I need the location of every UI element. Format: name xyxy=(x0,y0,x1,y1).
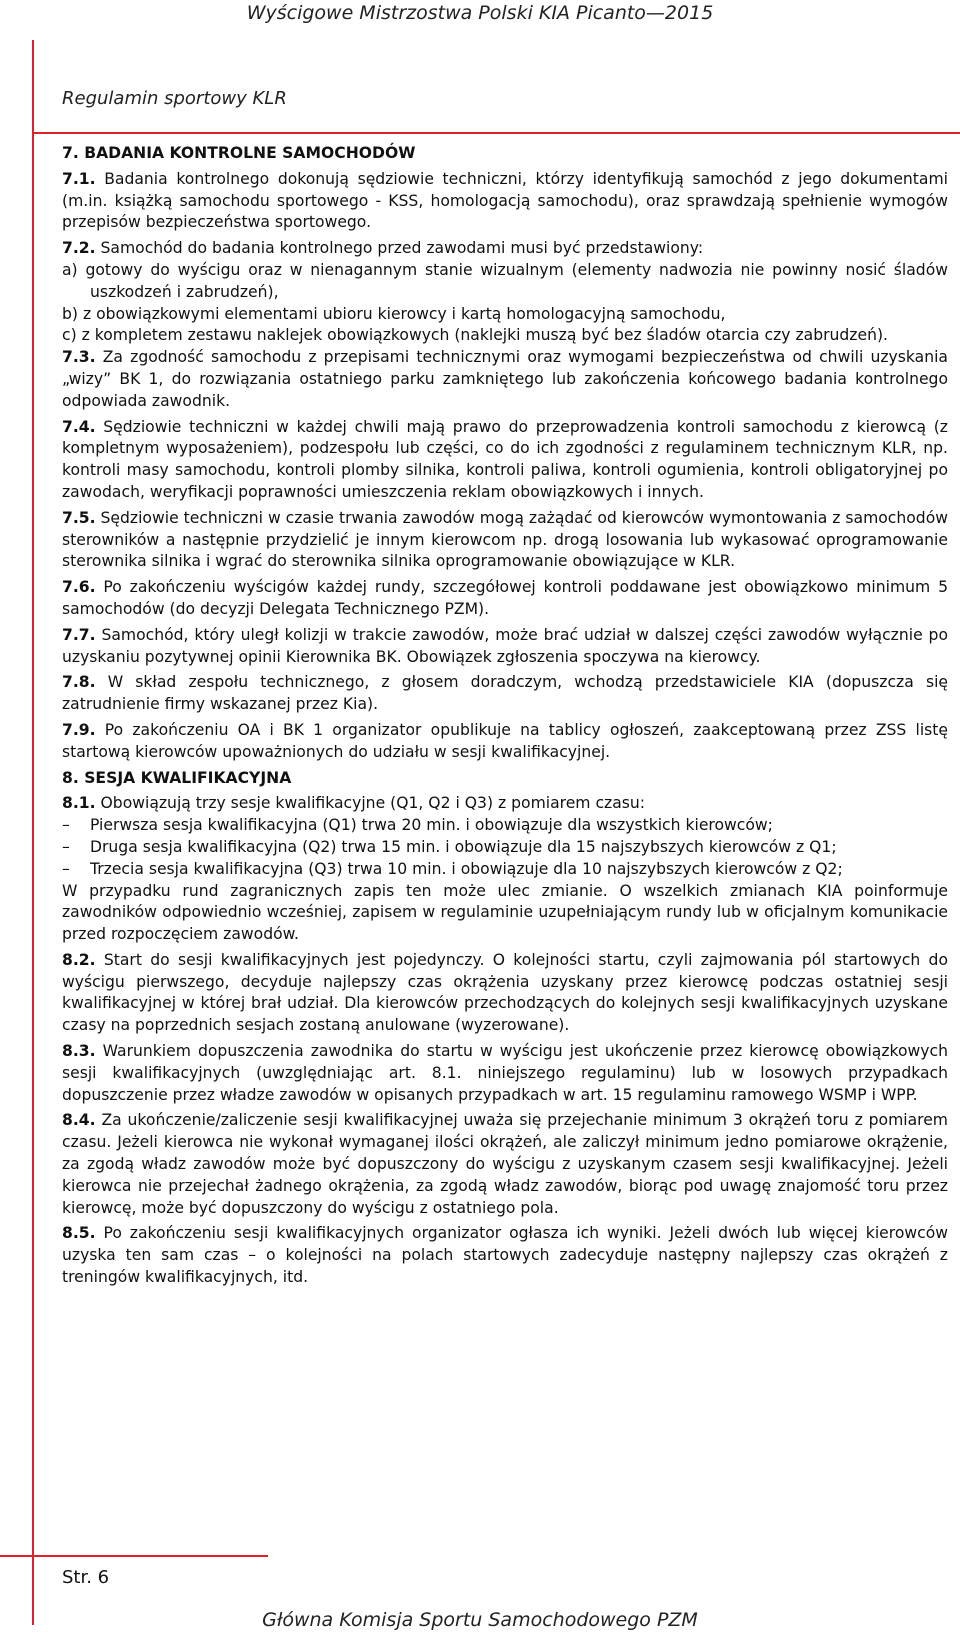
paragraph-8-5 xyxy=(62,1223,948,1288)
footer-divider xyxy=(0,1555,268,1557)
paragraph-7-2 xyxy=(62,238,948,260)
para-text: Sędziowie techniczni w każdej chwili mają prawo do przeprowadzenia kontroli samochodu z kierowcą (z kompletnym wyposażeniem), podzespołu lub części, co do ich zgodności z regulaminem technicznym KLR, np. kontroli masy samochodu, kontroli plomby silnika, kontroli paliwa, kontroli ogumienia, kontroli obligatoryjnej po zawodach, weryfikacji poprawności umieszczenia reklam obowiązkowych i innych. xyxy=(62,417,948,501)
dash-marker: – xyxy=(62,837,70,856)
para-text: Za ukończenie/zaliczenie sesji kwalifikacyjnej uważa się przejechanie minimum 3 okrążeń toru z pomiarem czasu. Jeżeli kierowca nie wykonał wymaganej ilości okrążeń, ale zaliczył minimum jedno pomiarowe okrążenie, za zgodą władz zawodów może być dopuszczony do wyścigu z uzyskanym czasem sesji kwalifikacyjnej. Jeżeli kierowca nie przejechał żadnego okrążenia, za zgodą władz zawodów, biorąc pod uwagę znajomość toru przez kierowcę, może być dopuszczony do wyścigu z ostatniego pola. xyxy=(62,1111,948,1217)
para-text: W skład zespołu technicznego, z głosem doradczym, wchodzą przedstawiciele KIA (dopuszcza się zatrudnienie firmy wskazanej przez Kia). xyxy=(62,673,948,714)
para-text: Po zakończeniu wyścigów każdej rundy, szczegółowej kontroli poddawane jest obowiązkowo minimum 5 samochodów (do decyzji Delegata Technicznego PZM). xyxy=(62,578,948,618)
paragraph-8-2 xyxy=(62,950,948,1037)
list-item-a: a) gotowy do wyścigu oraz w nienagannym stanie wizualnym (elementy nadwozia nie powinny nosić śladów uszkodzeń i zabrudzeń), xyxy=(62,260,948,301)
para-number: 7.8. xyxy=(62,673,96,692)
para-number: 8.5. xyxy=(62,1224,96,1243)
section-7-heading: 7. BADANIA KONTROLNE SAMOCHODÓW xyxy=(62,144,416,162)
list-item-b: b) z obowiązkowymi elementami ubioru kierowcy i kartą homologacyjną samochodu, xyxy=(62,304,726,323)
para-text: Badania kontrolnego dokonują sędziowie techniczni, którzy identyfikują samochód z jego dokumentami (m.in. książką samochodu sportowego - KSS, homologacją samochodu), oraz sprawdzają spełnienie wymogów przepisów bezpieczeństwa sportowego. xyxy=(62,169,948,232)
para-number: 7.7. xyxy=(62,625,96,644)
running-footer: Główna Komisja Sportu Samochodowego PZM xyxy=(262,1609,698,1631)
dash-item-text: Trzecia sesja kwalifikacyjna (Q3) trwa 10 min. i obowiązuje dla 10 najszybszych kierowców z Q2; xyxy=(90,859,843,878)
paragraph-8-4 xyxy=(62,1110,948,1219)
dash-item-text: Pierwsza sesja kwalifikacyjna (Q1) trwa 20 min. i obowiązuje dla wszystkich kierowców; xyxy=(90,816,773,835)
para-text: Po zakończeniu sesji kwalifikacyjnych organizator ogłasza ich wyniki. Jeżeli dwóch lub więcej kierowców uzyska ten sam czas – o kolejności na polach startowych zadecyduje następny najlepszy czas okrążeń z treningów kwalifikacyjnych, itd. xyxy=(62,1224,948,1287)
para-text: Obowiązują trzy sesje kwalifikacyjne (Q1, Q2 i Q3) z pomiarem czasu: xyxy=(95,794,646,813)
para-number: 7.9. xyxy=(62,720,96,739)
dash-item-q2 xyxy=(62,837,948,859)
dash-item-text: Druga sesja kwalifikacyjna (Q2) trwa 15 min. i obowiązuje dla 15 najszybszych kierowców z Q1; xyxy=(90,837,837,856)
page-body xyxy=(62,143,948,1293)
para-text: Start do sesji kwalifikacyjnych jest pojedynczy. O kolejności startu, czyli zajmowania pól startowych do wyścigu pierwszego, decyduje najlepszy czas okrążenia uzyskany przez kierowcę podczas ostatniej sesji kwalifikacyjnej w której brał udział. Dla kierowców przechodzących do kolejnych sesji kwalifikacyjnych uzyskane czasy na poprzednich sesjach zostaną anulowane (wyzerowane). xyxy=(62,950,948,1035)
paragraph-7-4 xyxy=(62,417,948,504)
para-number: 7.5. xyxy=(62,508,96,527)
list-item-c: c) z kompletem zestawu naklejek obowiązkowych (naklejki muszą być bez śladów otarcia czy zabrudzeń). xyxy=(62,326,888,345)
paragraph-7-9 xyxy=(62,720,948,764)
running-header: Wyścigowe Mistrzostwa Polski KIA Picanto—2015 xyxy=(246,2,714,24)
para-text: Warunkiem dopuszczenia zawodnika do startu w wyścigu jest ukończenie przez kierowcę obowiązkowych sesji kwalifikacyjnych (uwzględniając art. 8.1. niniejszego regulaminu) lub w losowych przypadkach dopuszczenie przez władze zawodów w opisanych przypadkach w art. 15 regulaminu ramowego WSMP i WPP. xyxy=(62,1042,948,1104)
dash-item-q1 xyxy=(62,815,948,837)
para-number: 8.4. xyxy=(62,1111,96,1130)
para-number: 8.2. xyxy=(62,950,96,969)
section-8-heading: 8. SESJA KWALIFIKACYJNA xyxy=(62,768,292,787)
paragraph-7-1 xyxy=(62,169,948,234)
paragraph-8-3 xyxy=(62,1041,948,1106)
paragraph-7-8 xyxy=(62,672,948,716)
paragraph-8-1 xyxy=(62,793,948,815)
paragraph-8-1-note: W przypadku rund zagranicznych zapis ten może ulec zmianie. O wszelkich zmianach KIA poinformuje zawodników odpowiednio wcześniej, zapisem w regulaminie uzupełniającym rundy lub w oficjalnym komunikacie przed rozpoczęciem zawodów. xyxy=(62,881,948,944)
para-number: 7.3. xyxy=(62,348,96,367)
para-number: 8.1. xyxy=(62,794,96,813)
para-number: 7.2. xyxy=(62,239,96,258)
header-divider xyxy=(32,132,960,134)
para-number: 7.6. xyxy=(62,578,96,597)
para-text: Samochód do badania kontrolnego przed zawodami musi być przedstawiony: xyxy=(95,239,704,258)
dash-item-q3 xyxy=(62,859,948,881)
para-text: Po zakończeniu OA i BK 1 organizator opublikuje na tablicy ogłoszeń, zaakceptowaną przez ZSS listę startową kierowców upoważnionych do udziału w sesji kwalifikacyjnej. xyxy=(62,720,948,761)
para-text: Za zgodność samochodu z przepisami technicznymi oraz wymogami bezpieczeństwa od chwili uzyskania „wizy” BK 1, do rozwiązania ostatniego parku zamkniętego lub zakończenia końcowego badania kontrolnego odpowiada zawodnik. xyxy=(62,348,948,410)
paragraph-7-5 xyxy=(62,508,948,573)
para-number: 7.1. xyxy=(62,169,96,188)
left-margin-rule xyxy=(32,40,34,1625)
dash-marker: – xyxy=(62,859,70,878)
paragraph-7-6 xyxy=(62,577,948,621)
paragraph-7-7 xyxy=(62,625,948,669)
para-number: 7.4. xyxy=(62,417,96,436)
para-text: Samochód, który uległ kolizji w trakcie zawodów, może brać udział w dalszej części zawodów wyłącznie po uzyskaniu pozytywnej opinii Kierownika BK. Obowiązek zgłoszenia spoczywa na kierowcy. xyxy=(62,625,948,666)
paragraph-7-3 xyxy=(62,347,948,412)
para-text: Sędziowie techniczni w czasie trwania zawodów mogą zażądać od kierowców wymontowania z samochodów sterowników a następnie przydzielić je innym kierowcom np. drogą losowania lub wykasować oprogramowanie sterownika silnika i wgrać do sterownika silnika oprogramowanie obowiązujące w KLR. xyxy=(62,508,948,571)
page-number: Str. 6 xyxy=(62,1567,110,1588)
document-subtitle: Regulamin sportowy KLR xyxy=(62,88,287,109)
dash-marker: – xyxy=(62,816,70,835)
para-number: 8.3. xyxy=(62,1042,96,1061)
